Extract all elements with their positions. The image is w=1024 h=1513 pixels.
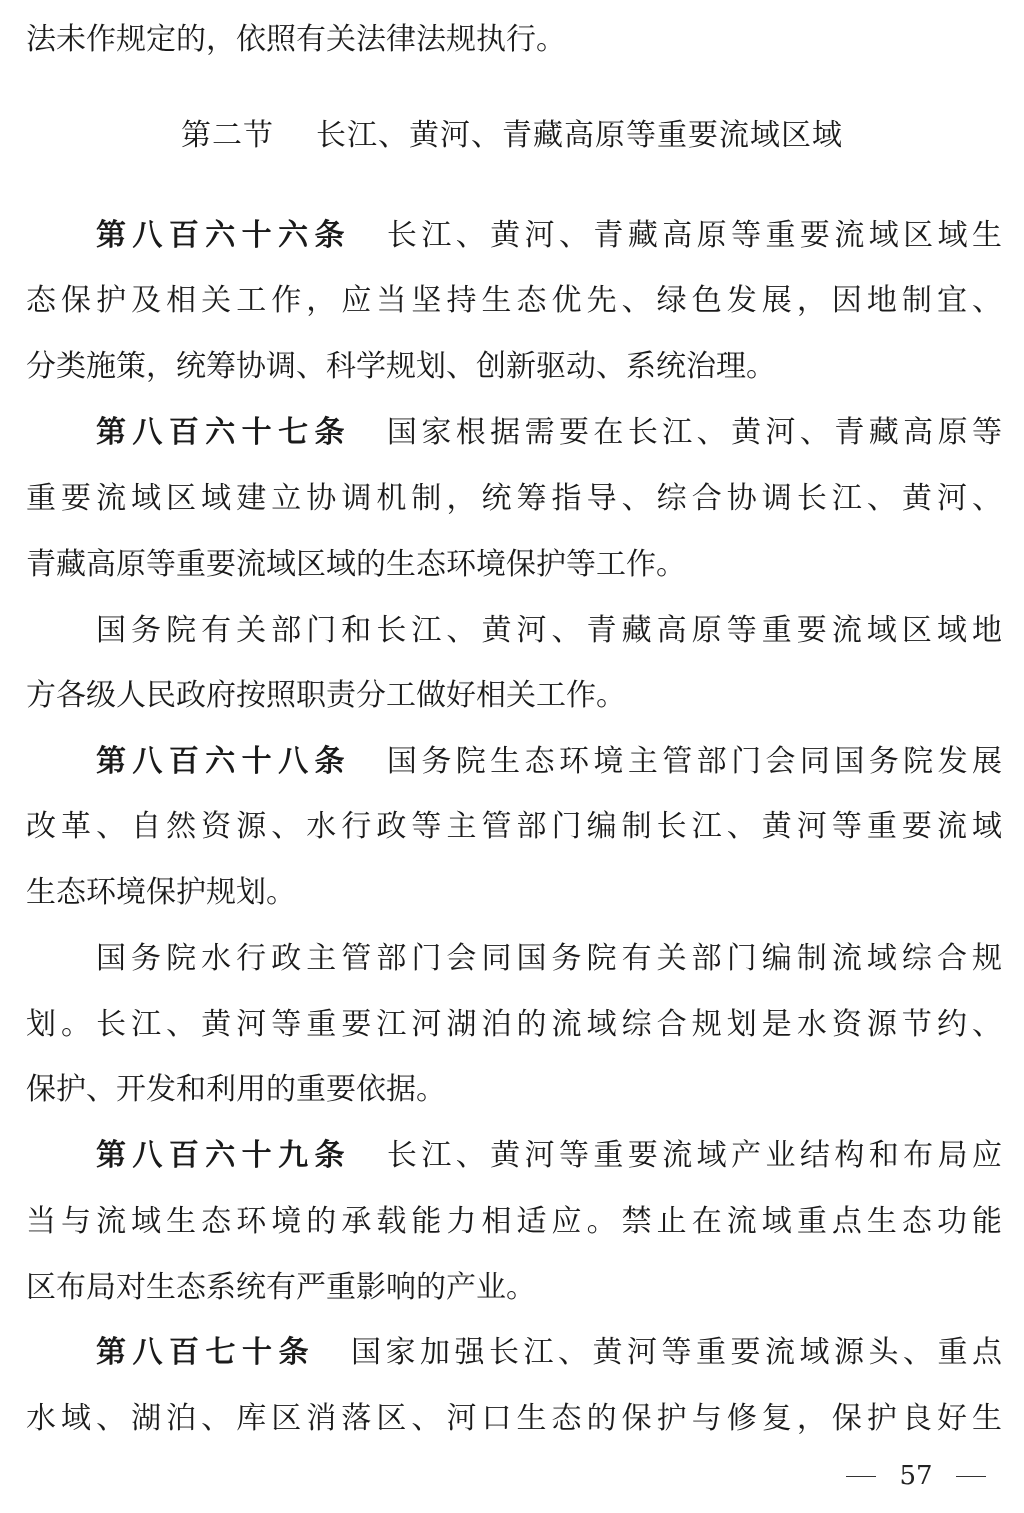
footer-dash-left: [846, 1476, 876, 1477]
article-868-line-3: 生态环境保护规划。: [26, 875, 296, 910]
footer-dash-right: [956, 1476, 986, 1477]
page-number: 57: [899, 1461, 933, 1491]
article-text: 国家加强长江、黄河等重要流域源头、重点: [351, 1335, 1002, 1370]
article-866-line-2: 态保护及相关工作，应当坚持生态优先、绿色发展，因地制宜、: [26, 283, 1002, 318]
article-text: 国务院生态环境主管部门会同国务院发展: [386, 744, 1002, 779]
article-866-line-1: [96, 216, 1002, 256]
article-number: 第八百六十七条: [96, 415, 351, 450]
article-867-line-3: 青藏高原等重要流域区域的生态环境保护等工作。: [26, 547, 686, 582]
article-868-line-2: 改革、自然资源、水行政等主管部门编制长江、黄河等重要流域: [26, 809, 1002, 844]
article-867-line-2: 重要流域区域建立协调机制，统筹指导、综合协调长江、黄河、: [26, 481, 1002, 516]
article-870-line-2: 水域、湖泊、库区消落区、河口生态的保护与修复，保护良好生: [26, 1401, 1002, 1436]
article-867-p2-line-1: 国务院有关部门和长江、黄河、青藏高原等重要流域区域地: [96, 613, 1002, 648]
article-869-line-1: [96, 1136, 1002, 1176]
article-869-line-2: 当与流域生态环境的承载能力相适应。禁止在流域重点生态功能: [26, 1204, 1002, 1239]
article-number: 第八百六十九条: [96, 1138, 351, 1173]
article-number: 第八百六十六条: [96, 218, 351, 253]
article-867-p2-line-2: 方各级人民政府按照职责分工做好相关工作。: [26, 678, 626, 713]
article-867-line-1: [96, 413, 1002, 453]
article-866-line-3: 分类施策，统筹协调、科学规划、创新驱动、系统治理。: [26, 349, 776, 384]
article-number: 第八百六十八条: [96, 744, 351, 779]
article-868-line-1: [96, 742, 1002, 782]
section-number: 第二节: [181, 118, 274, 153]
article-number: 第八百七十条: [96, 1335, 315, 1370]
article-868-p2-line-1: 国务院水行政主管部门会同国务院有关部门编制流域综合规: [96, 941, 1002, 976]
article-868-p2-line-2: 划。长江、黄河等重要江河湖泊的流域综合规划是水资源节约、: [26, 1007, 1002, 1042]
article-text: 国家根据需要在长江、黄河、青藏高原等: [386, 415, 1002, 450]
article-868-p2-line-3: 保护、开发和利用的重要依据。: [26, 1072, 446, 1107]
article-870-line-1: [96, 1333, 1002, 1373]
article-text: 长江、黄河、青藏高原等重要流域区域生: [386, 218, 1002, 253]
section-title: 长江、黄河、青藏高原等重要流域区域: [316, 118, 843, 153]
section-heading: [0, 116, 1024, 156]
article-869-line-3: 区布局对生态系统有严重影响的产业。: [26, 1270, 536, 1305]
page-footer: [846, 1458, 986, 1494]
lead-line: 法未作规定的，依照有关法律法规执行。: [26, 22, 566, 57]
article-text: 长江、黄河等重要流域产业结构和布局应: [386, 1138, 1002, 1173]
